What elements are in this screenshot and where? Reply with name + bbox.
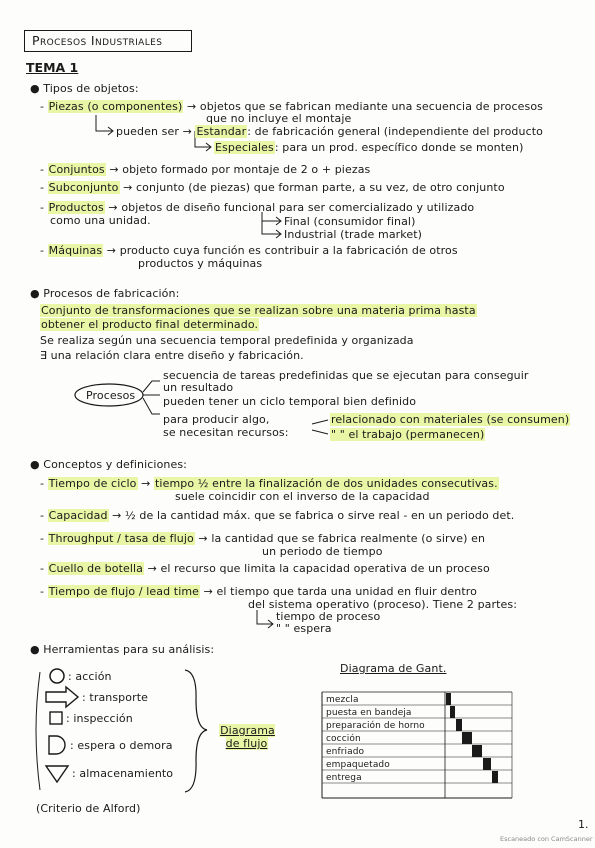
procesos-p1b: un resultado (163, 381, 234, 394)
ciclo-def2: suele coincidir con el inverso de la capacidad (175, 490, 430, 503)
piezas-row: - Piezas (o componentes) → objetos que se fabrican mediante una secuencia de procesos (40, 100, 543, 113)
procesos-line3: Se realiza según una secuencia temporal predefinida y organizada (40, 334, 414, 347)
bracket-icon (36, 672, 40, 790)
procesos-line2-text: obtener el producto final determinado. (41, 318, 259, 331)
productos-label: Productos (48, 201, 104, 214)
throughput-def: la cantidad que se fabrica realmente (o sirve) en (211, 532, 486, 545)
brace-icon (185, 670, 207, 792)
productos-def: objetos de diseño funcional para ser comercializado y utilizado (121, 201, 475, 214)
procesos-heading: ● Procesos de fabricación: (30, 287, 180, 300)
circle-icon (50, 669, 64, 683)
triangle-icon (46, 766, 68, 782)
maquinas-label: Máquinas (48, 244, 103, 257)
cuello-row: - Cuello de botella → el recurso que limita la capacidad operativa de un proceso (40, 562, 490, 575)
herramientas-heading: ● Herramientas para su análisis: (30, 643, 215, 656)
especiales-def: : para un prod. específico donde se monten) (274, 141, 524, 154)
conjuntos-row: - Conjuntos → objeto formado por montaje de 2 o + piezas (40, 163, 371, 176)
flujo-def: el tiempo que tarda una unidad en fluir dentro (216, 585, 477, 598)
tema-heading: TEMA 1 (26, 60, 79, 75)
page-title: Procesos Industriales (32, 33, 163, 48)
procesos-line1-text: Conjunto de transformaciones que se realizan sobre una materia prima hasta (41, 304, 476, 317)
capacidad-label: Capacidad (48, 509, 108, 522)
gantt-row-label: mezcla (326, 695, 359, 705)
conceptos-heading: ● Conceptos y definiciones: (30, 458, 187, 471)
subconjunto-label: Subconjunto (48, 181, 119, 194)
almacenamiento-label: : almacenamiento (72, 767, 174, 780)
especiales-label: Especiales (215, 141, 274, 154)
piezas-def: objetos que se fabrican mediante una secuencia de procesos (199, 100, 543, 113)
procesos-line1 (40, 304, 477, 317)
flujo-label: Tiempo de flujo / lead time (48, 585, 200, 598)
final-type: Final (consumidor final) (284, 215, 416, 228)
throughput-label: Throughput / tasa de flujo (48, 532, 194, 545)
arrow-icon (46, 687, 78, 707)
ciclo-row: - Tiempo de ciclo → tiempo ½ entre la finalización de dos unidades consecutivas. (40, 477, 498, 490)
conjuntos-def: objeto formado por montaje de 2 o + piezas (122, 163, 371, 176)
subconjunto-row: - Subconjunto → conjunto (de piezas) que forman parte, a su vez, de otro conjunto (40, 181, 505, 194)
gantt-row-label: preparación de horno (326, 721, 425, 731)
maquinas-def2: productos y máquinas (138, 257, 263, 270)
ciclo-label: Tiempo de ciclo (48, 477, 137, 490)
tipos-heading-text: Tipos de objetos: (43, 82, 139, 95)
conceptos-heading-text: Conceptos y definiciones: (43, 458, 187, 471)
procesos-p3a: para producir algo, (163, 413, 270, 426)
maquinas-def: producto cuya función es contribuir a la fabricación de otros (119, 244, 458, 257)
accion-label: : acción (68, 670, 112, 683)
gantt-row-label: cocción (326, 734, 361, 744)
recurso-trabajo-text: " " el trabajo (permanecen) (331, 428, 485, 441)
pueden-ser: pueden ser (116, 125, 179, 138)
procesos-line4: ∃ una relación clara entre diseño y fabricación. (40, 349, 304, 362)
throughput-row: - Throughput / tasa de flujo → la cantidad que se fabrica realmente (o sirve) en (40, 532, 486, 545)
flujo-def2: del sistema operativo (proceso). Tiene 2 partes: (248, 598, 518, 611)
maquinas-row: - Máquinas → producto cuya función es contribuir a la fabricación de otros (40, 244, 458, 257)
industrial-type: Industrial (trade market) (284, 228, 423, 241)
productos-row: - Productos → objetos de diseño funcional para ser comercializado y utilizado (40, 201, 475, 214)
scanner-footer: Escaneado con CamScanner (500, 835, 593, 843)
procesos-p2: pueden tener un ciclo temporal bien definido (163, 395, 417, 408)
recurso-materiales (330, 413, 570, 426)
tipos-heading: ● Tipos de objetos: (30, 82, 139, 95)
flujo-p1: tiempo de proceso (276, 610, 381, 623)
diagrama-flujo-label (212, 724, 282, 750)
page-number: 1. (578, 818, 589, 831)
procesos-oval-label: Procesos (86, 389, 136, 402)
recurso-materiales-text: relacionado con materiales (se consumen) (331, 413, 570, 426)
flujo-row: - Tiempo de flujo / lead time → el tiempo que tarda una unidad en fluir dentro (40, 585, 477, 598)
procesos-line2 (40, 318, 259, 331)
pueden-ser-row: pueden ser → Estandar: de fabricación general (independiente del producto (116, 125, 543, 138)
subconjunto-def: conjunto (de piezas) que forman parte, a su vez, de otro conjunto (136, 181, 505, 194)
estandar-def: : de fabricación general (independiente del producto (247, 125, 543, 138)
diagrama-flujo-text: Diagrama de flujo (220, 724, 275, 750)
piezas-def2: que no incluye el montaje (206, 112, 352, 125)
conjuntos-label: Conjuntos (48, 163, 105, 176)
gantt-title: Diagrama de Gant. (340, 662, 447, 675)
ciclo-def: tiempo ½ entre la finalización de dos unidades consecutivas. (155, 477, 498, 490)
procesos-p1a: secuencia de tareas predefinidas que se ejecutan para conseguir (163, 369, 529, 382)
square-icon (50, 712, 62, 724)
gantt-row-label: enfriado (326, 747, 365, 757)
gantt-row-label: entrega (326, 773, 362, 783)
cuello-label: Cuello de botella (48, 562, 144, 575)
inspeccion-label: : inspección (66, 712, 133, 725)
estandar-label: Estandar (196, 125, 247, 138)
transporte-label: : transporte (82, 691, 148, 704)
recurso-trabajo (330, 428, 485, 441)
procesos-heading-text: Procesos de fabricación: (43, 287, 180, 300)
espera-label: : espera o demora (70, 739, 173, 752)
cuello-def: el recurso que limita la capacidad operativa de un proceso (160, 562, 490, 575)
gantt-row-label: puesta en bandeja (326, 708, 412, 718)
flujo-p2: " " espera (276, 622, 332, 635)
productos-def2: como una unidad. (50, 214, 151, 227)
capacidad-def: ½ de la cantidad máx. que se fabrica o sirve real - en un periodo det. (125, 509, 515, 522)
piezas-label: Piezas (o componentes) (48, 100, 183, 113)
d-shape-icon (49, 736, 65, 754)
capacidad-row: - Capacidad → ½ de la cantidad máx. que se fabrica o sirve real - en un periodo det. (40, 509, 515, 522)
throughput-def2: un periodo de tiempo (262, 545, 383, 558)
gantt-row-label: empaquetado (326, 760, 390, 770)
especiales-row (214, 141, 523, 154)
herramientas-heading-text: Herramientas para su análisis: (43, 643, 215, 656)
criterio-alford: (Criterio de Alford) (36, 802, 141, 815)
procesos-p3b: se necesitan recursos: (163, 426, 289, 439)
